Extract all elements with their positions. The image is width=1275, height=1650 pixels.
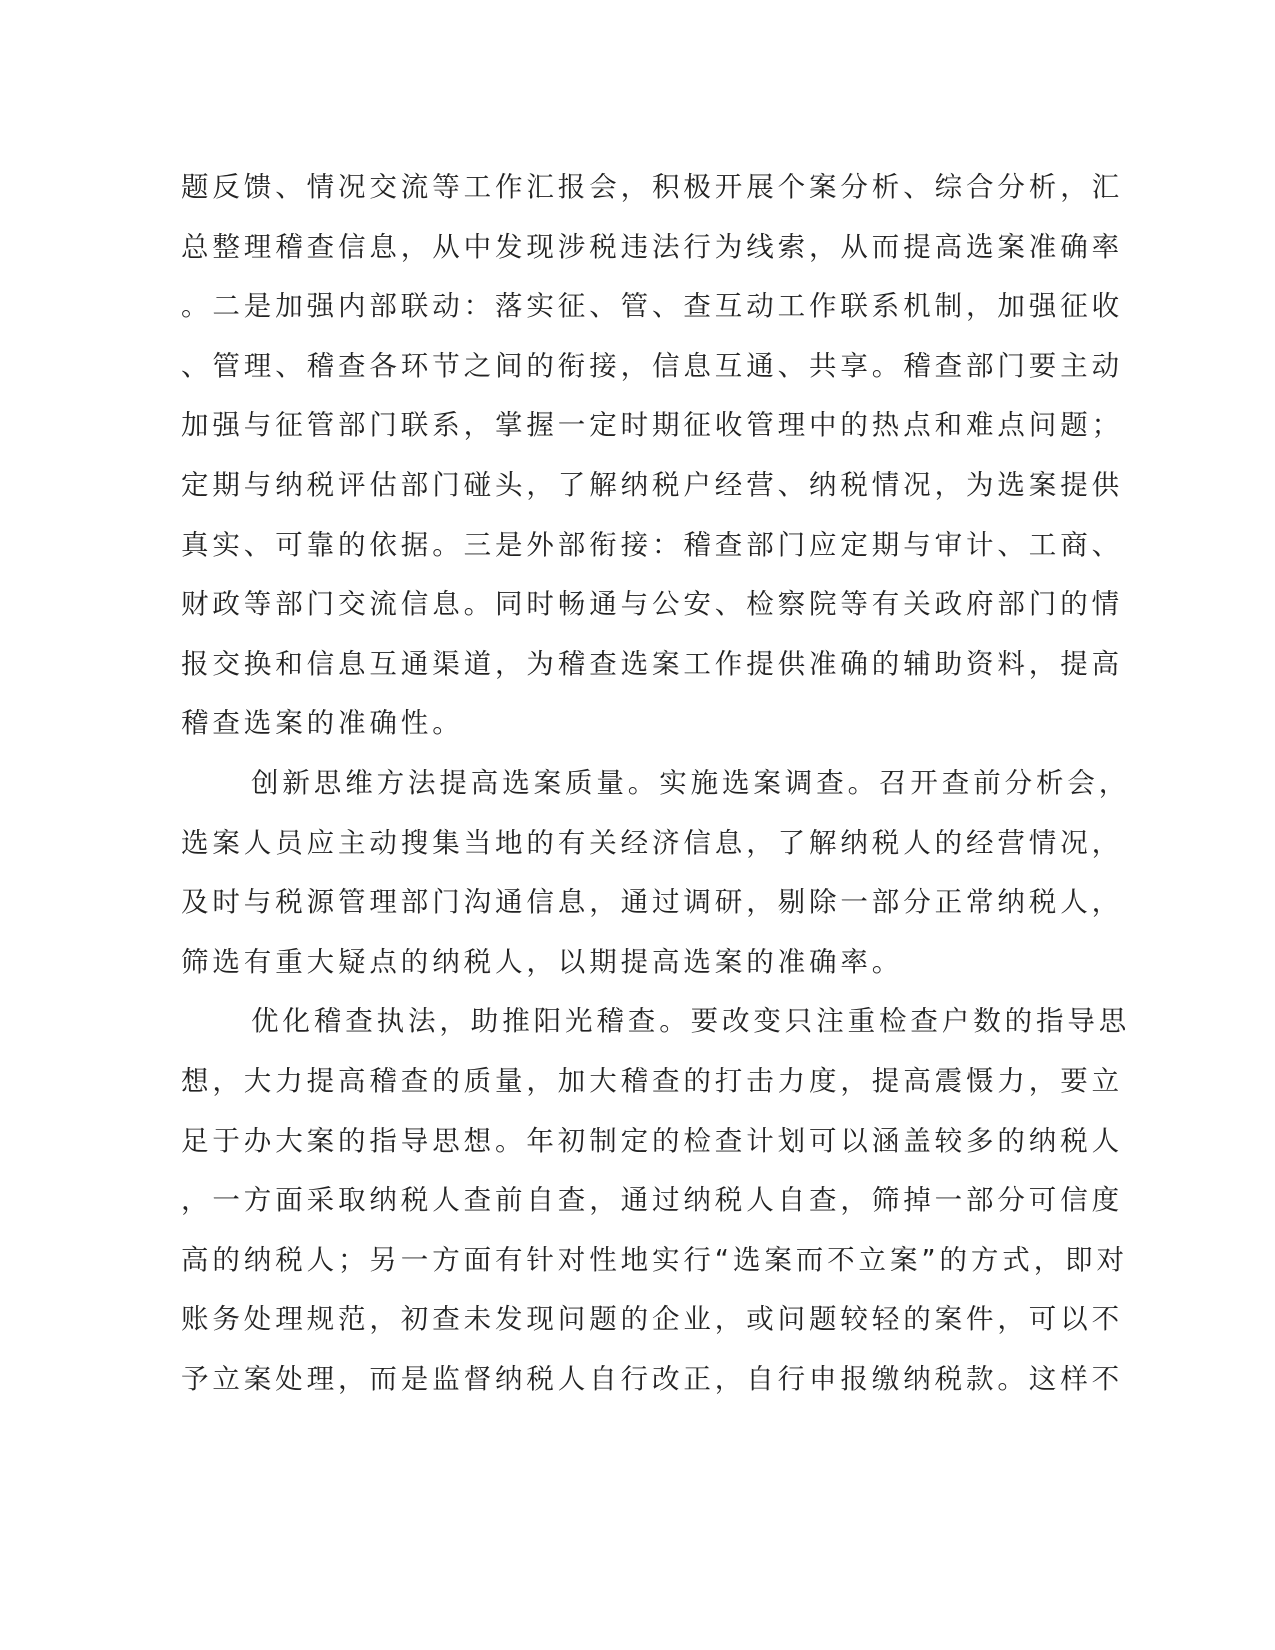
text-line-15: 优化稽查执法，助推阳光稽查。要改变只注重检查户数的指导思 — [251, 1005, 1131, 1038]
document-body — [181, 158, 1131, 1409]
text-line-12: 选案人员应主动搜集当地的有关经济信息，了解纳税人的经营情况， — [181, 826, 1123, 859]
text-line-16: 想，大力提高稽查的质量，加大稽查的打击力度，提高震慑力，要立 — [181, 1064, 1123, 1097]
text-line-19: 高的纳税人；另一方面有针对性地实行“选案而不立案”的方式，即对 — [181, 1243, 1128, 1276]
text-line-13: 及时与税源管理部门沟通信息，通过调研，剔除一部分正常纳税人， — [181, 886, 1123, 919]
text-line-6: 定期与纳税评估部门碰头，了解纳税户经营、纳税情况，为选案提供 — [181, 468, 1123, 501]
text-line-4: 、管理、稽查各环节之间的衔接，信息互通、共享。稽查部门要主动 — [181, 349, 1123, 382]
text-line-21: 予立案处理，而是监督纳税人自行改正，自行申报缴纳税款。这样不 — [181, 1362, 1123, 1395]
text-line-14: 筛选有重大疑点的纳税人，以期提高选案的准确率。 — [181, 945, 904, 978]
text-line-2: 总整理稽查信息，从中发现涉税违法行为线索，从而提高选案准确率 — [181, 230, 1123, 263]
text-line-1: 题反馈、情况交流等工作汇报会，积极开展个案分析、综合分析，汇 — [181, 171, 1123, 203]
text-line-9: 报交换和信息互通渠道，为稽查选案工作提供准确的辅助资料，提高 — [181, 647, 1123, 680]
text-line-5: 加强与征管部门联系，掌握一定时期征收管理中的热点和难点问题； — [181, 409, 1123, 442]
text-line-11: 创新思维方法提高选案质量。实施选案调查。召开查前分析会， — [251, 766, 1131, 799]
text-line-20: 账务处理规范，初查未发现问题的企业，或问题较轻的案件，可以不 — [181, 1303, 1123, 1336]
text-line-18: ，一方面采取纳税人查前自查，通过纳税人自查，筛掉一部分可信度 — [181, 1184, 1123, 1217]
text-line-8: 财政等部门交流信息。同时畅通与公安、检察院等有关政府部门的情 — [181, 588, 1123, 621]
text-line-17: 足于办大案的指导思想。年初制定的检查计划可以涵盖较多的纳税人 — [181, 1124, 1123, 1157]
text-line-10: 稽查选案的准确性。 — [181, 707, 464, 740]
text-line-3: 。二是加强内部联动：落实征、管、查互动工作联系机制，加强征收 — [181, 290, 1123, 323]
text-line-7: 真实、可靠的依据。三是外部衔接：稽查部门应定期与审计、工商、 — [181, 528, 1123, 561]
